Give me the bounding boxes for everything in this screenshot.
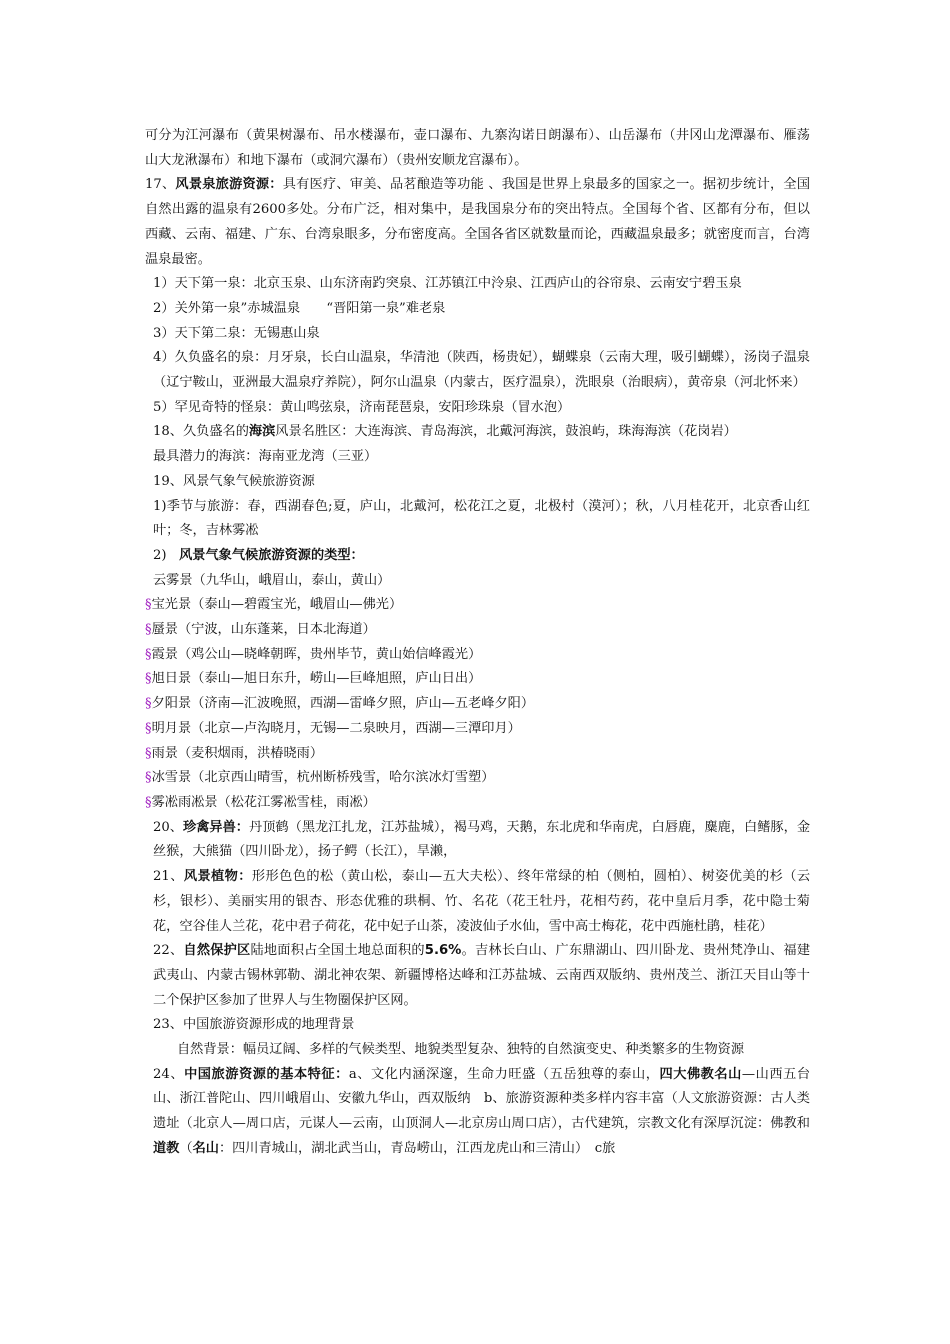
list-item-spring-2 <box>145 297 810 322</box>
text: —山西五台山、浙江普陀山、四川峨眉山、安徽九华山，西双版纳 b、旅游资源种类多样内容丰富（人文旅游资源：古人类遗址（北京人—周口店，元谋人—云南，山顶洞人—北京房山周口店），古代建筑，宗教文化有深厚沉淀：佛教和 <box>153 1066 811 1132</box>
item-number: 20、 <box>153 819 183 835</box>
text: 3）天下第二泉：无锡惠山泉 <box>153 325 320 341</box>
paragraph-19-2 <box>145 544 810 569</box>
text: 最具潜力的海滨：海南亚龙湾（三亚） <box>153 449 378 465</box>
paragraph-18 <box>145 420 810 445</box>
paragraph-24 <box>145 1063 810 1162</box>
text: 4）久负盛名的泉：月牙泉，长白山温泉，华清池（陕西，杨贵妃），蝴蝶泉（云南大理，吸引蝴蝶），汤岗子温泉（辽宁鞍山，亚洲最大温泉疗养院），阿尔山温泉（内蒙古，医疗温泉），洗眼泉（治眼病），黄帝泉（河北怀来） <box>153 350 810 391</box>
item-number: 21、 <box>153 869 184 885</box>
list-item-s8 <box>145 766 810 791</box>
text: 18、久负盛名的 <box>153 424 249 440</box>
paragraph-20 <box>145 816 810 865</box>
text: a、文化内涵深邃，生命力旺盛（五岳独尊的泰山， <box>348 1066 660 1082</box>
item-number: 24、 <box>153 1066 185 1082</box>
text: 旭日景（泰山—旭日东升，崂山—巨峰旭照，庐山日出） <box>151 671 482 687</box>
text: 。吉林长白山、广东鼎湖山、四川卧龙、贵州梵净山、福建武夷山、内蒙古锡林郭勒、湖北神农架、新疆博格达峰和江苏盐城、云南西双版纳、贵州茂兰、浙江天目山等十二个保护区参加了世界人与生物圈保护区网。 <box>153 943 811 1008</box>
heading-buddhist-mountains: 四大佛教名山 <box>659 1066 742 1082</box>
text: 23、中国旅游资源形成的地理背景 <box>153 1017 355 1033</box>
list-item-spring-5 <box>145 396 810 421</box>
list-item-s7 <box>145 742 810 767</box>
document-page <box>145 124 810 1162</box>
heading-taoism: 道教 <box>153 1140 180 1156</box>
section-sign-icon: § <box>145 646 152 662</box>
text: 云雾景（九华山，峨眉山，泰山，黄山） <box>153 572 391 588</box>
text: （ <box>179 1140 193 1156</box>
section-sign-icon: § <box>145 720 152 736</box>
heading-famous-mountains: 名山 <box>192 1140 219 1156</box>
heading-features: 中国旅游资源的基本特征： <box>184 1066 349 1082</box>
list-item-spring-4 <box>145 346 810 395</box>
text: 蜃景（宁波，山东蓬莱，日本北海道） <box>151 622 376 638</box>
text: 宝光景（泰山—碧霞宝光，峨眉山—佛光） <box>151 597 403 613</box>
text: 风景名胜区：大连海滨、青岛海滨，北戴河海滨，鼓浪屿，珠海海滨（花岗岩） <box>275 424 737 440</box>
section-sign-icon: § <box>145 794 152 810</box>
text: 明月景（北京—卢沟晓月，无锡—二泉映月，西湖—三潭印月） <box>151 720 521 736</box>
text: 5）罕见奇特的怪泉：黄山鸣弦泉，济南琵琶泉，安阳珍珠泉（冒水泡） <box>153 399 571 415</box>
paragraph-22 <box>145 939 810 1013</box>
text: 具有医疗、审美、品茗酿造等功能 、我国是世界上泉最多的国家之一。据初步统计，全国自然出露的温泉有2600多处。分布广泛，相对集中，是我国泉分布的突出特点。全国每个省、区都有分布，但以西藏、云南、福建、广东、台湾泉眼多，分布密度高。全国各省区就数量而论，西藏温泉最多；就密度而言，台湾温泉最密。 <box>145 177 811 267</box>
list-item-s3 <box>145 643 810 668</box>
list-item-s2 <box>145 618 810 643</box>
text: 霞景（鸡公山—晓峰朝晖，贵州毕节，黄山始信峰霞光） <box>151 646 482 662</box>
text: 雾凇雨凇景（松花江雾凇雪桂，雨凇） <box>151 794 376 810</box>
paragraph-19 <box>145 470 810 495</box>
paragraph-19-1 <box>145 495 810 544</box>
section-sign-icon: § <box>145 770 152 786</box>
text: 冰雪景（北京西山晴雪，杭州断桥残雪，哈尔滨冰灯雪塑） <box>151 770 495 786</box>
text: 雨景（麦积烟雨，洪椿晓雨） <box>151 745 324 761</box>
list-item-s1 <box>145 593 810 618</box>
section-sign-icon: § <box>145 696 152 712</box>
paragraph-18-sub <box>145 445 810 470</box>
text: ：四川青城山，湖北武当山，青岛崂山，江西龙虎山和三清山） c旅 <box>218 1140 616 1156</box>
heading-plants: 风景植物： <box>183 869 252 885</box>
heading-weather-types: 风景气象气候旅游资源的类型： <box>179 547 364 563</box>
heading-seaside: 海滨 <box>248 424 276 440</box>
text: 丹顶鹤（黑龙江扎龙，江苏盐城），褐马鸡，天鹅，东北虎和华南虎，白唇鹿，麋鹿，白鳍豚，金丝猴，大熊猫（四川卧龙），扬子鳄（长江），旱濑， <box>153 819 811 860</box>
paragraph-21 <box>145 865 810 939</box>
paragraph-23 <box>145 1013 810 1038</box>
text: 夕阳景（济南—汇波晚照，西湖—雷峰夕照，庐山—五老峰夕阳） <box>151 696 535 712</box>
text: 可分为江河瀑布（黄果树瀑布、吊水楼瀑布，壶口瀑布、九寨沟诺日朗瀑布）、山岳瀑布（井冈山龙潭瀑布、雁荡山大龙湫瀑布）和地下瀑布（或洞穴瀑布）（贵州安顺龙宫瀑布）。 <box>145 128 810 168</box>
heading-animals: 珍禽异兽： <box>183 819 250 835</box>
item-number: 17、 <box>145 177 176 193</box>
list-item-s6 <box>145 717 810 742</box>
text: 自然背景：幅员辽阔、多样的气候类型、地貌类型复杂、独特的自然演变史、种类繁多的生物资源 <box>177 1042 745 1058</box>
section-sign-icon: § <box>145 622 152 638</box>
section-sign-icon: § <box>145 745 152 761</box>
list-item-s5 <box>145 692 810 717</box>
list-item-spring-1 <box>145 272 810 297</box>
text: 陆地面积占全国土地总面积的 <box>250 943 425 959</box>
item-number: 22、 <box>153 943 184 959</box>
paragraph-23-sub <box>145 1038 810 1063</box>
text: 形形色色的松（黄山松，泰山—五大夫松）、终年常绿的柏（侧柏，圆柏）、树姿优美的杉（云杉，银杉）、美丽实用的银杏、形态优雅的珙桐、竹、名花（花王牡丹，花相芍药，花中皇后月季，花中隐士菊花，空谷佳人兰花，花中君子荷花，花中妃子山茶，凌波仙子水仙，雪中高士梅花，花中西施杜鹃，桂花） <box>153 869 811 934</box>
text: 1)季节与旅游：春，西湖春色;夏，庐山，北戴河，松花江之夏，北极村（漠河）；秋，八月桂花开，北京香山红叶；冬，吉林雾凇 <box>153 498 810 539</box>
text: 2）关外第一泉”赤城温泉 “晋阳第一泉”难老泉 <box>153 300 446 316</box>
text: 1）天下第一泉：北京玉泉、山东济南趵突泉、江苏镇江中泠泉、江西庐山的谷帘泉、云南安宁碧玉泉 <box>153 276 742 292</box>
list-item-s9 <box>145 791 810 816</box>
section-sign-icon: § <box>145 671 152 687</box>
paragraph-17 <box>145 173 810 272</box>
list-item-cloud <box>145 569 810 594</box>
section-sign-icon: § <box>145 597 152 613</box>
heading-reserves: 自然保护区 <box>183 943 251 959</box>
item-number: 2) <box>153 547 167 563</box>
list-item-s4 <box>145 667 810 692</box>
heading-spring: 风景泉旅游资源： <box>175 177 283 193</box>
text: 19、风景气象气候旅游资源 <box>153 473 315 489</box>
paragraph-waterfall <box>145 124 810 173</box>
list-item-spring-3 <box>145 322 810 347</box>
percentage-value: 5.6% <box>424 943 462 959</box>
